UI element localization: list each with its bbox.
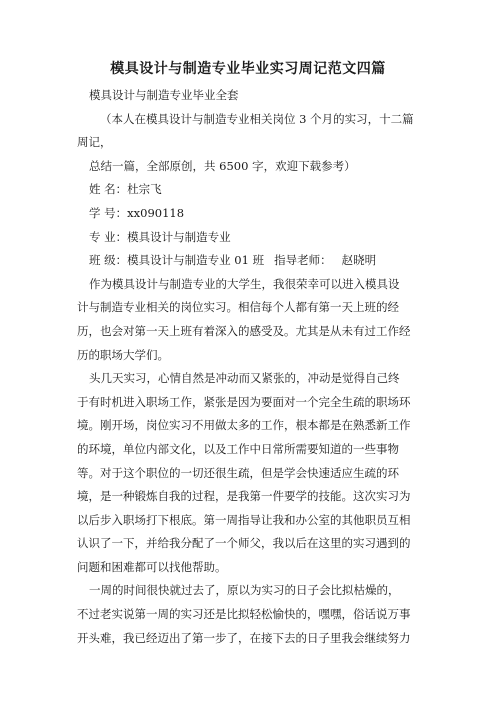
- paragraph2-line: 头几天实习，心情自然是冲动而又紧张的，冲动是觉得自己终: [89, 371, 400, 386]
- major-value: 模具设计与制造专业: [127, 229, 231, 244]
- paragraph3-line: 不过老实说第一周的实习还是比拟轻松愉快的，嘿嘿，俗话说万事: [77, 607, 411, 622]
- info-id-row: [77, 202, 422, 226]
- paragraph1-line: 计与制造专业相关的岗位实习。相信每个人都有第一天上班的经: [77, 300, 399, 315]
- name-label: 姓 名：: [89, 182, 128, 197]
- paragraph1-line: 历的职场大学们。: [77, 347, 169, 362]
- id-value: xx090118: [127, 205, 185, 220]
- info-major-row: [77, 226, 422, 250]
- paragraph1-line: 作为模具设计与制造专业的大学生，我很荣幸可以进入模具设: [89, 276, 400, 291]
- document-title: 模具设计与制造专业毕业实习周记范文四篇: [110, 61, 386, 77]
- subtitle-line: 模具设计与制造专业毕业全套: [89, 88, 239, 102]
- paragraph2-line: 境，是一种锻炼自我的过程，是我第一件要学的技能。这次实习为: [77, 489, 411, 504]
- paragraph1-line: 历，也会对第一天上班有着深入的感受及。尤其是从未有过工作经: [77, 323, 411, 338]
- info-name-row: [77, 178, 422, 202]
- paragraph2-line: 认识了一下，并给我分配了一个师父，我以后在这里的实习遇到的: [77, 536, 411, 551]
- advisor-value: 赵晓明: [341, 253, 377, 268]
- paragraph3-line: 开头难，我已经迈出了第一步了，在接下去的日子里我会继续努力: [77, 630, 411, 645]
- name-value: 杜宗飞: [127, 182, 162, 197]
- intro-line: 周记，: [77, 135, 112, 150]
- paragraph2-line: 境。刚开场，岗位实习不用做太多的工作，根本都是在熟悉新工作: [77, 418, 411, 433]
- id-label: 学 号：: [89, 205, 128, 220]
- paragraph2-line: 问题和困难都可以找他帮助。: [77, 559, 227, 574]
- document-body: [77, 84, 422, 650]
- class-label: 班 级：: [89, 253, 128, 268]
- advisor-label: 指导老师：: [274, 253, 332, 268]
- class-value: 模具设计与制造专业 01 班: [127, 253, 265, 268]
- paragraph2-line: 的环境，单位内部文化，以及工作中日常所需要知道的一些事物: [77, 441, 399, 456]
- paragraph2-line: 等。对于这个职位的一切还很生疏，但是学会快速适应生疏的环: [77, 465, 399, 480]
- intro-line: （本人在模具设计与制造专业相关岗位 3 个月的实习，十二篇: [100, 111, 414, 126]
- intro-line: 总结一篇，全部原创，共 6500 字，欢迎下载参考）: [89, 158, 356, 173]
- paragraph2-line: 于有时机进入职场工作，紧张是因为要面对一个完全生疏的职场环: [77, 394, 411, 409]
- paragraph2-line: 以后步入职场打下根底。第一周指导让我和办公室的其他职员互相: [77, 512, 411, 527]
- paragraph3-line: 一周的时间很快就过去了，原以为实习的日子会比拟枯燥的，: [89, 583, 400, 598]
- major-label: 专 业：: [89, 229, 128, 244]
- info-class-row: [77, 249, 422, 273]
